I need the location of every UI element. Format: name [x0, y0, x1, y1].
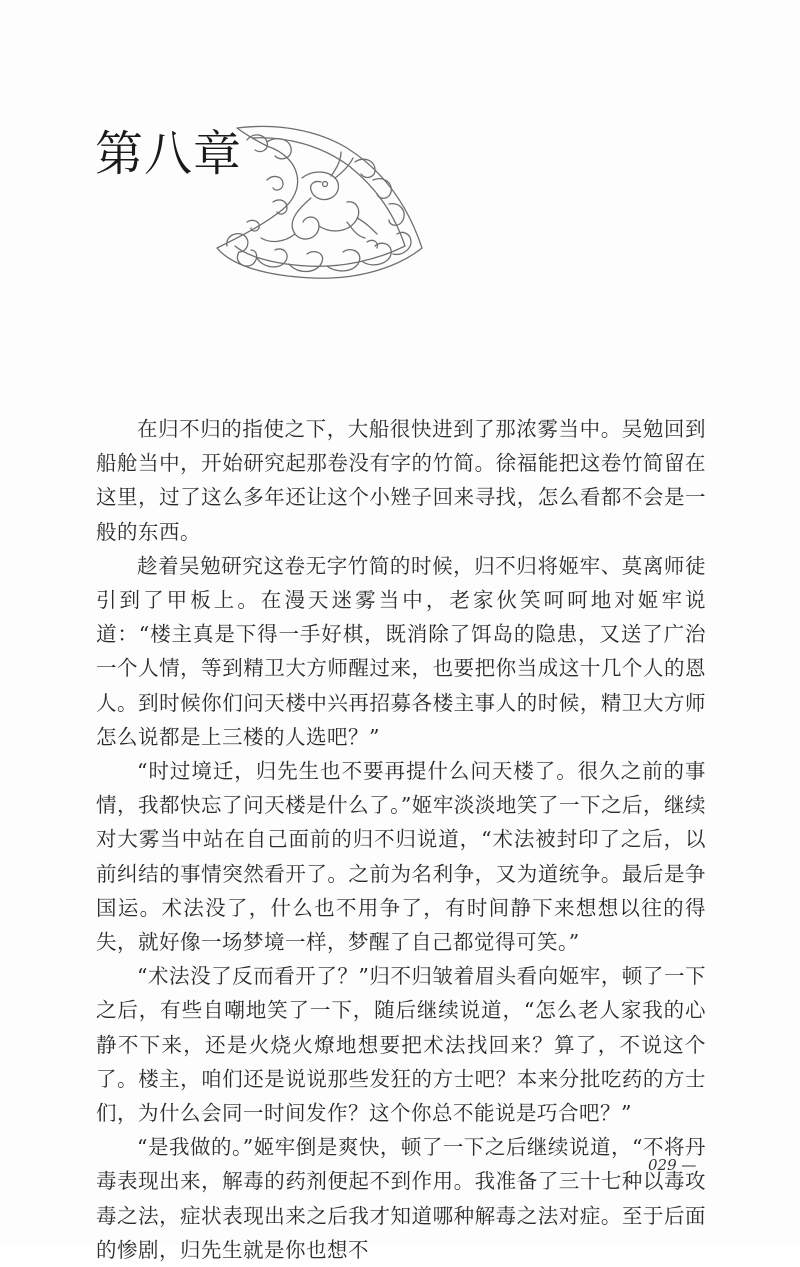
- paragraph: 在归不归的指使之下，大船很快进到了那浓雾当中。吴勉回到船舱当中，开始研究起那卷没有字的竹简。徐福能把这卷竹简留在这里，过了这么多年还让这个小矬子回来寻找，怎么看都不会是一般的东西。: [96, 417, 706, 544]
- chapter-title: 第八章: [95, 126, 243, 182]
- paragraph: “是我做的。”姬牢倒是爽快，顿了一下之后继续说道，“不将丹毒表现出来，解毒的药剂便起不到作用。我准备了三十七种以毒攻毒之法，症状表现出来之后我才知道哪种解毒之法对症。至于后面的惨剧，归先生就是你也想不: [96, 1135, 706, 1262]
- chapter-header: [95, 118, 435, 298]
- chapter-body: [96, 412, 706, 1267]
- paragraph: “术法没了反而看开了？”归不归皱着眉头看向姬牢，顿了一下之后，有些自嘲地笑了一下，随后继续说道，“怎么老人家我的心静不下来，还是火烧火燎地想要把术法找回来？算了，不说这个了。楼主，咱们还是说说那些发狂的方士吧？本来分批吃药的方士们，为什么会同一时间发作？这个你总不能说是巧合吧？”: [96, 964, 706, 1126]
- paragraph: 趁着吴勉研究这卷无字竹简的时候，归不归将姬牢、莫离师徒引到了甲板上。在漫天迷雾当中，老家伙笑呵呵地对姬牢说道：“楼主真是下得一手好棋，既消除了饵岛的隐患，又送了广治一个人情，等到精卫大方师醒过来，也要把你当成这十几个人的恩人。到时候你们问天楼中兴再招募各楼主事人的时候，精卫大方师怎么说都是上三楼的人选吧？”: [96, 553, 706, 749]
- page-number: 029 —: [648, 1156, 697, 1174]
- paragraph: “时过境迁，归先生也不要再提什么问天楼了。很久之前的事情，我都快忘了问天楼是什么了。”姬牢淡淡地笑了一下之后，继续对大雾当中站在自己面前的归不归说道，“术法被封印了之后，以前纠结的事情突然看开了。之前为名利争，又为道统争。最后是争国运。术法没了，什么也不用争了，有时间静下来想想以往的得失，就好像一场梦境一样，梦醒了自己都觉得可笑。”: [96, 759, 706, 955]
